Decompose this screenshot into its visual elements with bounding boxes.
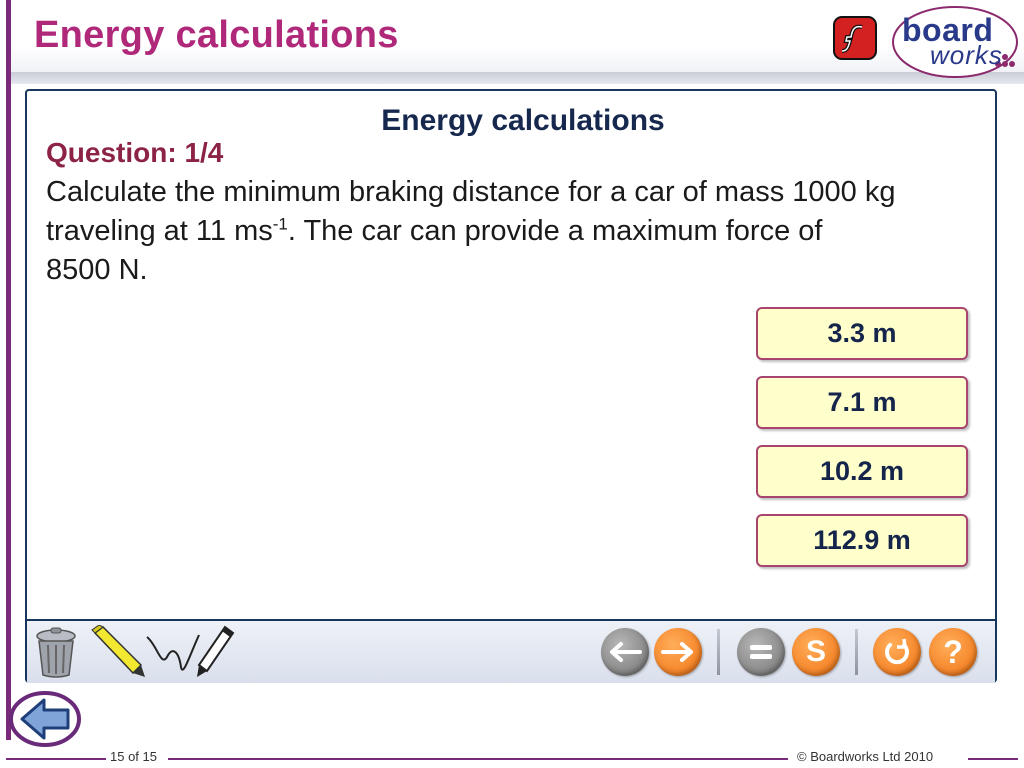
- boardworks-logo-works-text: works: [930, 40, 1003, 70]
- footer-rule: [968, 758, 1018, 760]
- slide-back-button[interactable]: [8, 690, 82, 748]
- footer-rule: [6, 758, 106, 760]
- toolbar-divider: [717, 629, 720, 675]
- reset-icon: [882, 637, 912, 667]
- question-line-2: [46, 212, 986, 251]
- reset-button[interactable]: [873, 628, 921, 676]
- footer-rule: [168, 758, 788, 760]
- page-number: 15 of 15: [110, 749, 157, 764]
- solution-button[interactable]: S: [792, 628, 840, 676]
- highlighter-icon[interactable]: [89, 625, 147, 679]
- toolbar-divider: [855, 629, 858, 675]
- answer-option-2[interactable]: 7.1 m: [756, 376, 968, 429]
- boardworks-logo-board-text: board: [902, 12, 994, 48]
- answer-option-1[interactable]: 3.3 m: [756, 307, 968, 360]
- question-line-2-end: . The car can provide a maximum force of: [287, 215, 823, 247]
- left-arrow-icon: [608, 641, 642, 663]
- question-line-3: 8500 N.: [46, 254, 148, 286]
- question-label: Question: 1/4: [46, 137, 224, 168]
- right-arrow-icon: [661, 641, 695, 663]
- trash-icon[interactable]: [33, 627, 79, 679]
- left-border-rule: [6, 0, 11, 740]
- forward-arrow-button[interactable]: [654, 628, 702, 676]
- question-line-2-start: traveling at 11 ms: [46, 215, 273, 247]
- copyright-notice: © Boardworks Ltd 2010: [797, 749, 934, 764]
- equals-button[interactable]: [737, 628, 785, 676]
- activity-heading: Energy calculations: [381, 104, 665, 137]
- unit-superscript: -1: [272, 214, 288, 234]
- flash-icon: [832, 15, 878, 61]
- answer-option-3[interactable]: 10.2 m: [756, 445, 968, 498]
- help-button[interactable]: ?: [929, 628, 977, 676]
- answer-option-4[interactable]: 112.9 m: [756, 514, 968, 567]
- pen-icon[interactable]: [195, 625, 235, 679]
- equals-icon: [748, 642, 774, 662]
- activity-toolbar: [27, 619, 995, 683]
- question-text: [46, 173, 986, 290]
- freehand-line-icon[interactable]: [145, 627, 201, 679]
- back-arrow-button[interactable]: [601, 628, 649, 676]
- activity-panel: [25, 89, 997, 683]
- title-underline: [11, 72, 1024, 84]
- slide-title: Energy calculations: [34, 14, 399, 56]
- question-line-1: Calculate the minimum braking distance for a car of mass 1000 kg: [46, 176, 896, 208]
